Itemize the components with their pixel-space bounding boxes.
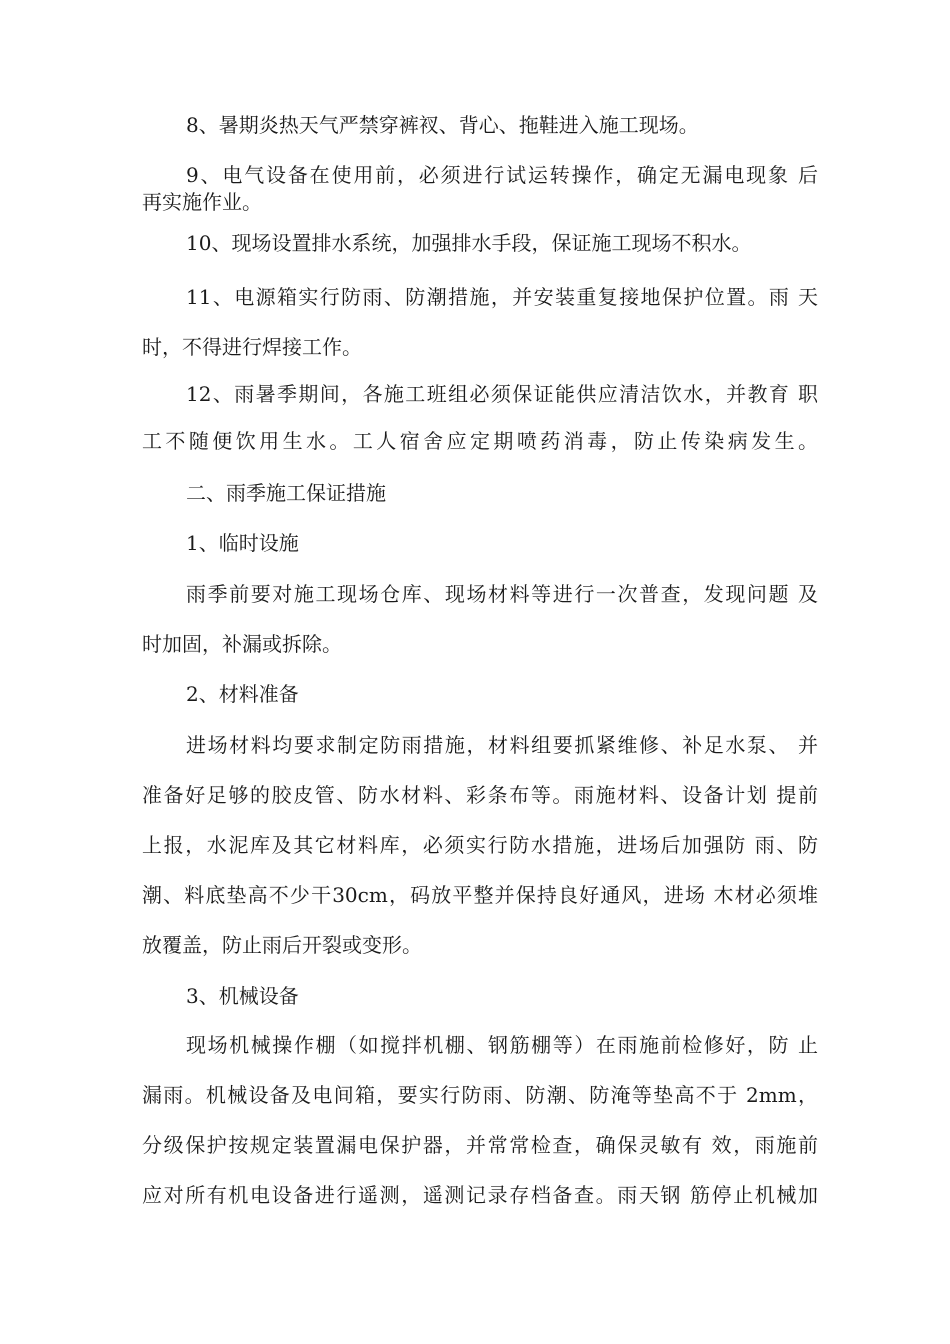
materials-line-3: 上报，水泥库及其它材料库，必须实行防水措施，进场后加强防 雨、防 [142,833,818,857]
materials-line-1: 进场材料均要求制定防雨措施，材料组要抓紧维修、补足水泵、 并 [186,733,818,757]
rule-12-line-2: 工不随便饮用生水。工人宿舍应定期喷药消毒，防止传染病发生。 [142,429,818,453]
facilities-line-1: 雨季前要对施工现场仓库、现场材料等进行一次普查，发现问题 及 [186,582,818,606]
machinery-line-3: 分级保护按规定装置漏电保护器，并常常检查，确保灵敏有 效，雨施前 [142,1133,818,1157]
rule-12-line-1: 12、雨暑季期间，各施工班组必须保证能供应清洁饮水，并教育 职 [186,382,818,406]
materials-line-4: 潮、料底垫高不少干30cm，码放平整并保持良好通风，进场 木材必须堆 [142,883,818,907]
rule-9-line-2: 再实施作业。 [142,190,262,214]
subheading-material-preparation: 2、材料准备 [186,682,299,706]
machinery-line-4: 应对所有机电设备进行遥测，遥测记录存档备查。雨天钢 筋停止机械加 [142,1183,818,1207]
facilities-line-2: 时加固，补漏或拆除。 [142,632,342,656]
rule-10-line: 10、现场设置排水系统，加强排水手段，保证施工现场不积水。 [186,231,752,255]
rule-11-line-2: 时，不得进行焊接工作。 [142,335,362,359]
materials-line-5: 放覆盖，防止雨后开裂或变形。 [142,933,422,957]
materials-line-2: 准备好足够的胶皮管、防水材料、彩条布等。雨施材料、设备计划 提前 [142,783,818,807]
rule-8-line: 8、暑期炎热天气严禁穿裤衩、背心、拖鞋进入施工现场。 [186,113,699,137]
subheading-temporary-facilities: 1、临时设施 [186,531,299,555]
machinery-line-1: 现场机械操作棚（如搅拌机棚、钢筋棚等）在雨施前检修好，防 止 [186,1033,818,1057]
section-heading-rainy-season: 二、雨季施工保证措施 [186,481,386,505]
machinery-line-2: 漏雨。机械设备及电间箱，要实行防雨、防潮、防淹等垫高不于 2mm， [142,1083,818,1107]
rule-11-line-1: 11、电源箱实行防雨、防潮措施，并安装重复接地保护位置。雨 天 [186,285,818,309]
subheading-machinery: 3、机械设备 [186,984,299,1008]
rule-9-line-1: 9、电气设备在使用前，必须进行试运转操作，确定无漏电现象 后 [186,163,818,187]
